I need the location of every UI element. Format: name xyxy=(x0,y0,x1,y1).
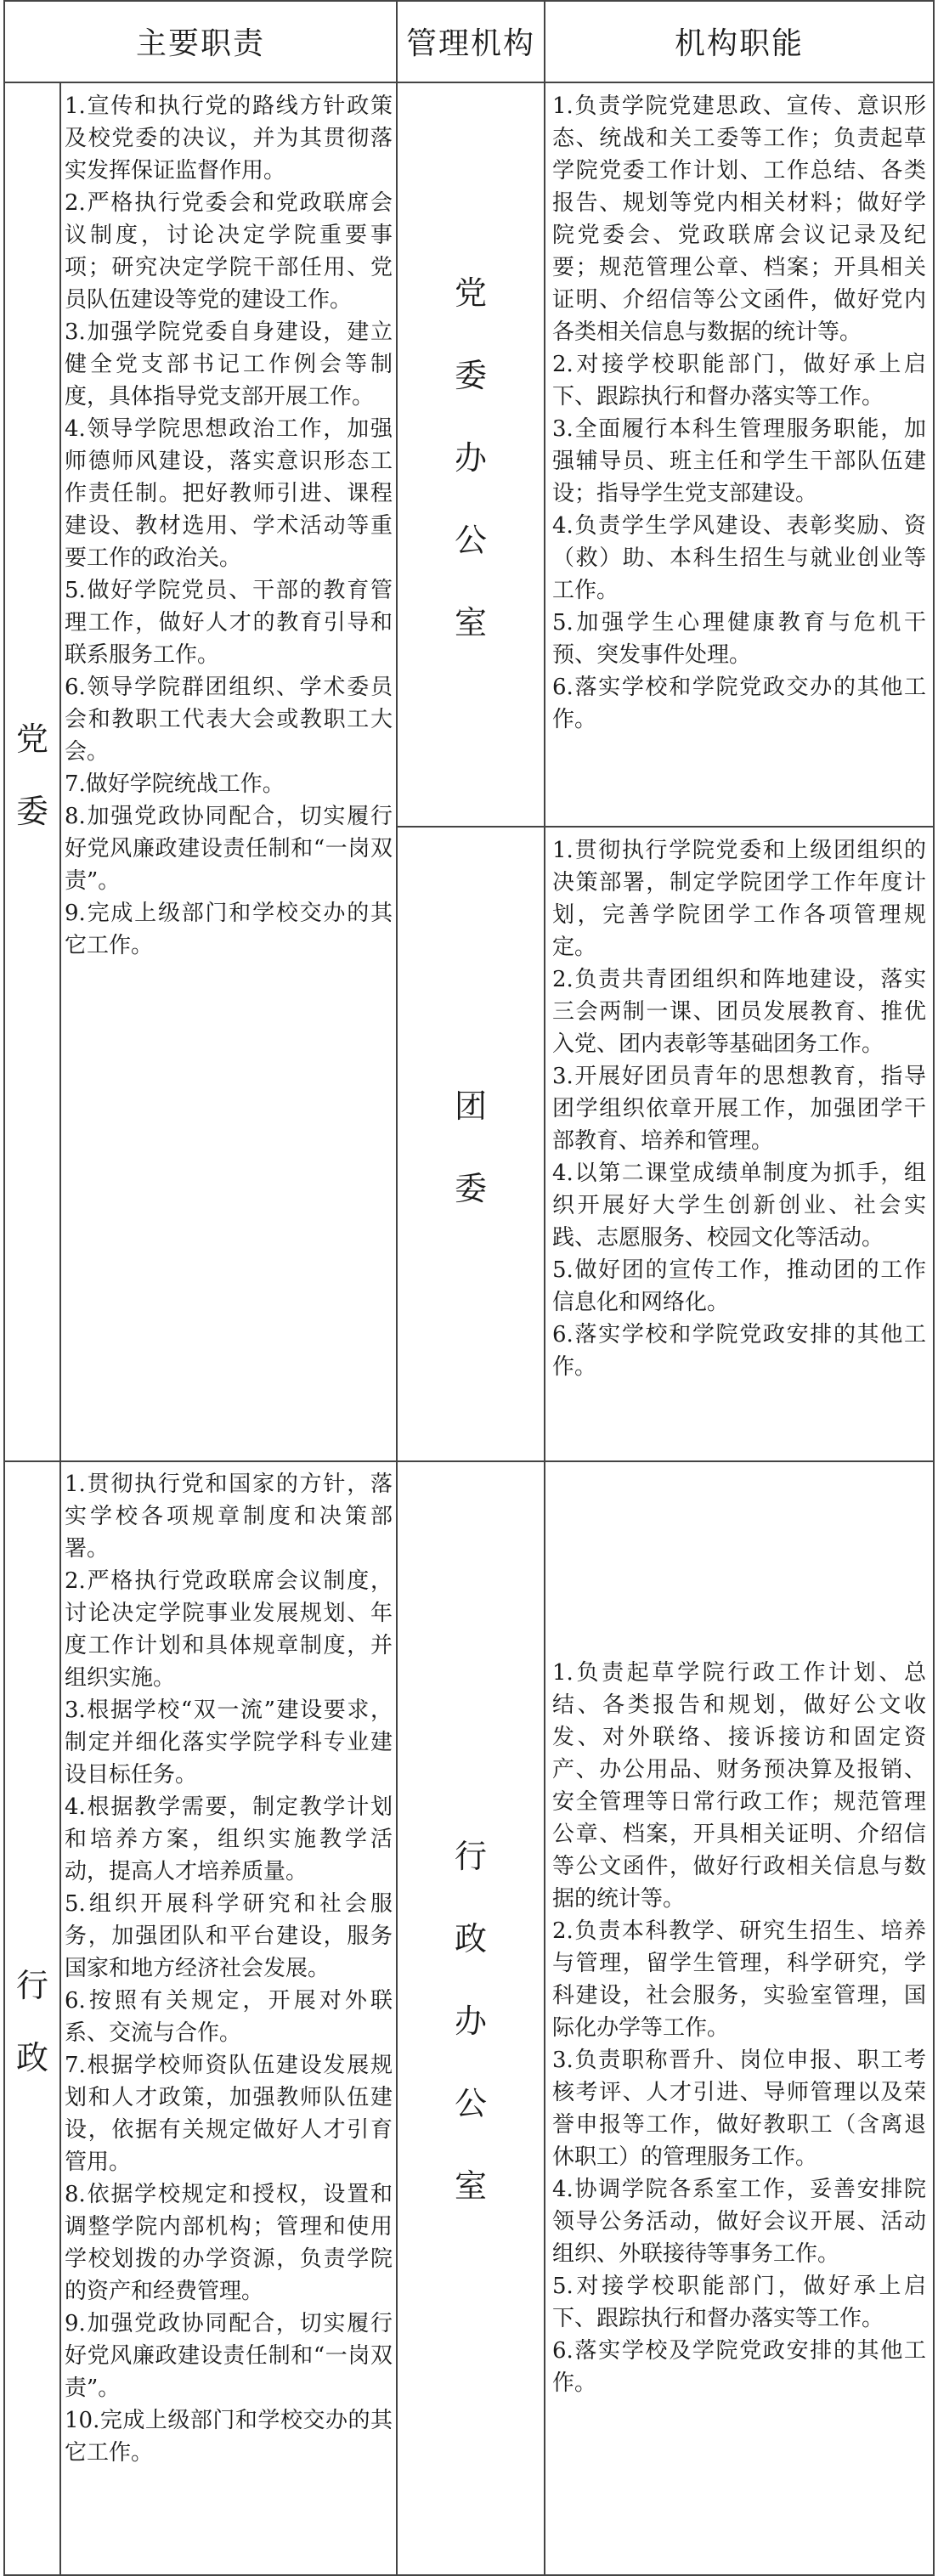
vertical-label-char: 办 xyxy=(454,438,487,477)
list-item: 4.根据教学需要，制定教学计划和培养方案，组织实施教学活动，提高人才培养质量。 xyxy=(65,1794,393,1884)
header-functions: 机构职能 xyxy=(674,25,804,61)
list-item: 5.做好学院党员、干部的教育管理工作，做好人才的教育引导和联系服务工作。 xyxy=(65,578,393,668)
vertical-label-text xyxy=(455,1830,487,2206)
list-item: 1.负责起草学院行政工作计划、总结、各类报告和规划，做好公文收发、对外联络、接诉接访和固定资产、办公用品、财务预决算及报销、安全管理等日常行政工作；规范管理公章、档案，开具相关证明、介绍信等公文函件，做好行政相关信息与数据的统计等。 xyxy=(552,1660,926,1912)
org-name-admin-office xyxy=(398,1462,544,2574)
list-item: 10.完成上级部门和学校交办的其它工作。 xyxy=(65,2408,393,2466)
list-item: 3.负责职称晋升、岗位申报、职工考核考评、人才引进、导师管理以及荣誉申报等工作，做好教职工（含离退休职工）的管理服务工作。 xyxy=(552,2048,926,2170)
list-item: 3.开展好团员青年的思想教育，指导团学组织依章开展工作，加强团学干部教育、培养和管理。 xyxy=(552,1064,926,1154)
list-item: 5.做好团的宣传工作，推动团的工作信息化和网络化。 xyxy=(552,1257,926,1315)
list-item: 6.领导学院群团组织、学术委员会和教职工代表大会或教职工大会。 xyxy=(65,675,393,765)
list-item: 2.负责共青团组织和阵地建设，落实三会两制一课、团员发展教育、推优入党、团内表彰等基础团务工作。 xyxy=(552,967,926,1057)
list-item: 6.按照有关规定，开展对外联系、交流与合作。 xyxy=(65,1988,393,2046)
section-label-admin xyxy=(5,1462,59,2574)
vertical-label-text xyxy=(16,713,48,832)
list-item: 2.负责本科教学、研究生招生、培养与管理，留学生管理，科学研究，学科建设，社会服务，实验室管理，国际化办学等工作。 xyxy=(552,1918,926,2041)
list-item: 5.对接学校职能部门，做好承上启下、跟踪执行和督办落实等工作。 xyxy=(552,2274,926,2331)
list-item: 2.对接学校职能部门，做好承上启下、跟踪执行和督办落实等工作。 xyxy=(552,352,926,410)
vertical-label-char: 委 xyxy=(454,1169,487,1207)
party-duties-list xyxy=(65,90,393,962)
admin-office-functions-list xyxy=(552,1657,926,2399)
vertical-label-char: 室 xyxy=(454,603,487,641)
list-item: 5.组织开展科学研究和社会服务，加强团队和平台建设，服务国家和地方经济社会发展。 xyxy=(65,1891,393,1981)
vertical-label-char: 党 xyxy=(15,720,48,758)
label-divider xyxy=(59,82,61,2576)
list-item: 6.落实学校和学院党政交办的其他工作。 xyxy=(552,675,926,732)
list-item: 6.落实学校及学院党政安排的其他工作。 xyxy=(552,2338,926,2396)
list-item: 4.以第二课堂成绩单制度为抓手，组织开展好大学生创新创业、社会实践、志愿服务、校园文化等活动。 xyxy=(552,1161,926,1251)
vertical-label-char: 办 xyxy=(454,2003,487,2040)
youth-league-functions-list xyxy=(552,834,926,1383)
vertical-label-text xyxy=(16,1959,48,2078)
list-item: 3.根据学校“双一流”建设要求，制定并细化落实学院学科专业建设目标任务。 xyxy=(65,1698,393,1788)
party-office-functions-list xyxy=(552,90,926,736)
list-item: 1.宣传和执行党的路线方针政策及校党委的决议，并为其贯彻落实发挥保证监督作用。 xyxy=(65,93,393,184)
list-item: 9.加强党政协同配合，切实履行好党风廉政建设责任制和“一岗双责”。 xyxy=(65,2311,393,2401)
vertical-label-char: 行 xyxy=(15,1966,48,2004)
header-duties: 主要职责 xyxy=(135,25,265,61)
vertical-label-char: 党 xyxy=(454,274,487,312)
list-item: 3.加强学院党委自身建设，建立健全党支部书记工作例会等制度，具体指导党支部开展工作。 xyxy=(65,319,393,410)
header-org: 管理机构 xyxy=(405,25,535,61)
org-name-divider xyxy=(544,0,545,2576)
list-item: 7.根据学校师资队伍建设发展规划和人才政策，加强教师队伍建设，依据有关规定做好人才引育管用。 xyxy=(65,2053,393,2175)
org-name-youth-league xyxy=(398,828,544,1460)
list-item: 4.协调学院各系室工作，妥善安排院领导公务活动，做好会议开展、活动组织、外联接待等事务工作。 xyxy=(552,2177,926,2267)
list-item: 1.贯彻执行党和国家的方针，落实学校各项规章制度和决策部署。 xyxy=(65,1472,393,1562)
section-label-party xyxy=(5,83,59,1460)
vertical-label-text xyxy=(455,1080,487,1209)
vertical-label-text xyxy=(455,267,487,643)
list-item: 8.加强党政协同配合，切实履行好党风廉政建设责任制和“一岗双责”。 xyxy=(65,804,393,894)
list-item: 9.完成上级部门和学校交办的其它工作。 xyxy=(65,901,393,958)
vertical-label-char: 公 xyxy=(454,521,487,559)
org-name-party-office-cell xyxy=(398,83,544,826)
vertical-label-char: 政 xyxy=(454,1920,487,1957)
list-item: 5.加强学生心理健康教育与危机干预、突发事件处理。 xyxy=(552,610,926,668)
list-item: 2.严格执行党委会和党政联席会议制度，讨论决定学院重要事项；研究决定学院干部任用、党员队伍建设等党的建设工作。 xyxy=(65,190,393,313)
list-item: 4.领导学院思想政治工作，加强师德师风建设，落实意识形态工作责任制。把好教师引进、课程建设、教材选用、学术活动等重要工作的政治关。 xyxy=(65,416,393,571)
list-item: 2.严格执行党政联席会议制度，讨论决定学院事业发展规划、年度工作计划和具体规章制度，并组织实施。 xyxy=(65,1568,393,1691)
vertical-label-char: 政 xyxy=(15,2038,48,2076)
vertical-label-char: 公 xyxy=(454,2085,487,2122)
vertical-label-char: 室 xyxy=(454,2167,487,2205)
list-item: 3.全面履行本科生管理服务职能，加强辅导员、班主任和学生干部队伍建设；指导学生党支部建设。 xyxy=(552,416,926,506)
list-item: 4.负责学生学风建设、表彰奖励、资（救）助、本科生招生与就业创业等工作。 xyxy=(552,513,926,603)
list-item: 7.做好学院统战工作。 xyxy=(65,771,285,797)
vertical-label-char: 委 xyxy=(454,356,487,394)
list-item: 8.依据学校规定和授权，设置和调整学院内部机构；管理和使用学校划拨的办学资源，负责学院的资产和经费管理。 xyxy=(65,2182,393,2304)
list-item: 6.落实学校和学院党政安排的其他工作。 xyxy=(552,1322,926,1380)
admin-duties-list xyxy=(65,1468,393,2469)
vertical-label-char: 团 xyxy=(454,1087,487,1125)
list-item: 1.负责学院党建思政、宣传、意识形态、统战和关工委等工作；负责起草学院党委工作计划、工作总结、各类报告、规划等党内相关材料；做好学院党委会、党政联席会议记录及纪要；规范管理公章、档案；开具相关证明、介绍信等公文函件，做好党内各类相关信息与数据的统计等。 xyxy=(552,93,926,345)
vertical-label-char: 行 xyxy=(454,1838,487,1875)
table-border-right xyxy=(933,0,935,2576)
list-item: 1.贯彻执行学院党委和上级团组织的决策部署，制定学院团学工作年度计划，完善学院团学工作各项管理规定。 xyxy=(552,838,926,960)
vertical-label-char: 委 xyxy=(15,792,48,830)
